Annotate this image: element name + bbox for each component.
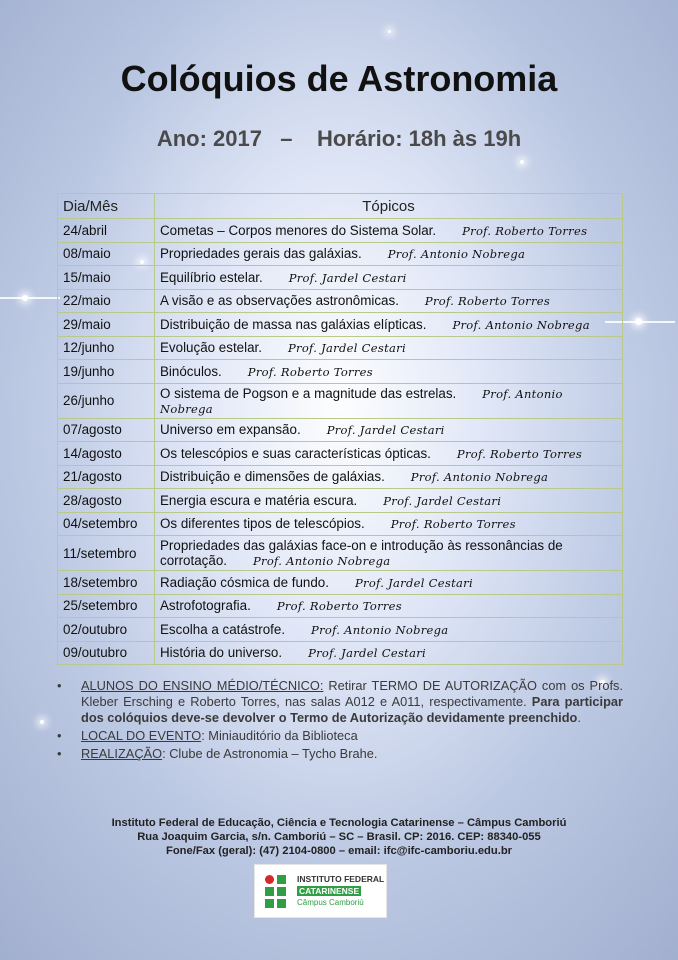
table-row — [58, 536, 623, 571]
note-text: : Clube de Astronomia – Tycho Brahe. — [162, 746, 378, 761]
row-date: 29/maio — [58, 313, 155, 337]
row-topic: Astrofotografia. — [160, 598, 251, 614]
row-date: 04/setembro — [58, 512, 155, 536]
row-date: 08/maio — [58, 242, 155, 266]
row-topic-cell — [155, 360, 623, 384]
row-professor: Prof. Roberto Torres — [247, 364, 373, 379]
schedule-body — [58, 219, 623, 665]
row-professor: Prof. Roberto Torres — [424, 294, 551, 309]
table-row — [58, 571, 623, 595]
note-item — [57, 728, 623, 744]
row-topic-cell — [155, 219, 623, 243]
table-row — [58, 336, 623, 360]
row-date: 19/junho — [58, 360, 155, 384]
row-professor: Prof. Antonio Nobrega — [410, 470, 549, 485]
note-end: . — [577, 710, 581, 725]
row-topic-cell — [155, 489, 623, 513]
note-label: LOCAL DO EVENTO — [81, 728, 202, 743]
row-topic-cell — [155, 313, 623, 337]
row-topic: O sistema de Pogson e a magnitude das estrelas. — [160, 385, 457, 401]
row-topic-cell — [155, 465, 623, 489]
star-flare — [0, 297, 60, 299]
row-professor: Prof. Jardel Cestari — [383, 493, 502, 508]
table-row — [58, 289, 623, 313]
star-decoration — [388, 30, 391, 33]
table-row — [58, 313, 623, 337]
row-topic: A visão e as observações astronômicas. — [160, 293, 399, 309]
table-row — [58, 641, 623, 665]
row-topic: Cometas – Corpos menores do Sistema Solar. — [160, 222, 437, 238]
schedule-table — [57, 193, 623, 665]
bullet-icon: • — [57, 746, 62, 761]
table-row — [58, 383, 623, 418]
star-decoration — [520, 160, 524, 164]
row-date: 25/setembro — [58, 594, 155, 618]
row-topic-cell — [155, 512, 623, 536]
row-topic: Radiação cósmica de fundo. — [160, 574, 329, 590]
bullet-icon: • — [57, 678, 62, 693]
logo-text-line2: CATARINENSE — [299, 886, 360, 896]
row-topic-cell — [155, 242, 623, 266]
row-topic: Evolução estelar. — [160, 340, 262, 356]
row-topic: História do universo. — [160, 645, 283, 661]
row-date: 15/maio — [58, 266, 155, 290]
row-professor: Prof. Antonio Nobrega — [311, 622, 449, 637]
row-topic: Distribuição de massa nas galáxias elípticas. — [160, 316, 427, 332]
note-text: Retirar TERMO DE AUTORIZAÇÃO com os Profs. Kleber Ersching e Roberto Torres, nas salas A012 e A011, respectivamente. — [81, 678, 623, 709]
row-topic-cell — [155, 383, 623, 418]
logo-green-square — [265, 899, 274, 908]
footer-institution: Instituto Federal de Educação, Ciência e Tecnologia Catarinense – Câmpus Camboriú — [111, 817, 567, 829]
note-text: : Miniauditório da Biblioteca — [201, 728, 358, 743]
logo-green-square — [277, 899, 286, 908]
row-date: 12/junho — [58, 336, 155, 360]
row-topic-cell — [155, 618, 623, 642]
footer-contact: Fone/Fax (geral): (47) 2104-0800 – email: ifc@ifc-camboriu.edu.br — [165, 845, 513, 857]
table-row — [58, 512, 623, 536]
row-date: 21/agosto — [58, 465, 155, 489]
note-item — [57, 746, 623, 762]
row-professor: Prof. Jardel Cestari — [354, 575, 473, 590]
row-topic-cell — [155, 289, 623, 313]
table-row — [58, 442, 623, 466]
table-row — [58, 594, 623, 618]
note-label: REALIZAÇÃO — [81, 746, 163, 761]
row-professor: Prof. Antonio Nobrega — [387, 247, 526, 262]
table-row — [58, 242, 623, 266]
row-topic: Propriedades gerais das galáxias. — [160, 246, 362, 262]
logo-red-square — [265, 875, 274, 884]
row-topic-cell — [155, 336, 623, 360]
row-professor: Prof. Jardel Cestari — [287, 341, 406, 356]
row-professor: Prof. Antonio Nobrega — [253, 554, 391, 568]
table-row — [58, 266, 623, 290]
page-subtitle: Ano: 2017 – Horário: 18h às 19h — [156, 126, 522, 151]
notes-list — [57, 678, 623, 764]
note-item — [57, 678, 623, 726]
table-header-row — [58, 194, 623, 219]
row-professor: Prof. Jardel Cestari — [326, 423, 445, 438]
row-professor: Prof. Roberto Torres — [462, 223, 588, 238]
row-professor: Prof. Jardel Cestari — [288, 270, 407, 285]
row-topic-cell — [155, 641, 623, 665]
logo-text-line3: Câmpus Camboriú — [297, 898, 364, 907]
row-date: 26/junho — [58, 383, 155, 418]
row-professor: Prof. Jardel Cestari — [308, 646, 427, 661]
row-topic-cell — [155, 536, 623, 571]
row-topic: Propriedades das galáxias face-on e introdução às ressonâncias de corrotação. — [160, 538, 563, 568]
table-row — [58, 418, 623, 442]
row-topic: Escolha a catástrofe. — [160, 621, 286, 637]
row-topic: Binóculos. — [160, 363, 222, 379]
row-topic-cell — [155, 418, 623, 442]
row-professor: Prof. Roberto Torres — [390, 517, 516, 532]
row-professor: Prof. Roberto Torres — [456, 446, 583, 461]
table-row — [58, 465, 623, 489]
row-date: 24/abril — [58, 219, 155, 243]
row-topic: Os diferentes tipos de telescópios. — [160, 516, 365, 532]
row-topic: Energia escura e matéria escura. — [160, 492, 358, 508]
row-professor: Prof. Antonio Nobrega — [160, 386, 563, 416]
institution-logo — [254, 864, 387, 918]
logo-green-square — [277, 875, 286, 884]
row-date: 18/setembro — [58, 571, 155, 595]
row-date: 02/outubro — [58, 618, 155, 642]
row-topic: Universo em expansão. — [160, 422, 301, 438]
row-topic: Distribuição e dimensões de galáxias. — [160, 469, 385, 485]
table-row — [58, 618, 623, 642]
header-topics: Tópicos — [155, 194, 623, 219]
row-professor: Prof. Roberto Torres — [276, 599, 402, 614]
table-row — [58, 219, 623, 243]
table-row — [58, 489, 623, 513]
bullet-icon: • — [57, 728, 62, 743]
star-decoration — [40, 720, 44, 724]
row-topic-cell — [155, 571, 623, 595]
footer — [0, 816, 678, 858]
header-date: Dia/Mês — [58, 194, 155, 219]
row-date: 22/maio — [58, 289, 155, 313]
row-topic-cell — [155, 594, 623, 618]
row-date: 28/agosto — [58, 489, 155, 513]
row-date: 14/agosto — [58, 442, 155, 466]
note-label: ALUNOS DO ENSINO MÉDIO/TÉCNICO: — [81, 678, 324, 693]
logo-green-square — [265, 887, 274, 896]
page-title: Colóquios de Astronomia — [120, 58, 558, 99]
logo-text-line1: INSTITUTO FEDERAL — [297, 874, 385, 884]
footer-address: Rua Joaquim Garcia, s/n. Camboriú – SC – Brasil. CP: 2016. CEP: 88340-055 — [137, 831, 541, 843]
row-topic-cell — [155, 442, 623, 466]
row-professor: Prof. Antonio Nobrega — [452, 317, 590, 332]
row-date: 09/outubro — [58, 641, 155, 665]
table-row — [58, 360, 623, 384]
note-bold-text: Para participar dos colóquios deve-se devolver o Termo de Autorização devidamente preenchido — [81, 694, 623, 725]
row-topic-cell — [155, 266, 623, 290]
logo-green-square — [277, 887, 286, 896]
row-topic: Os telescópios e suas características ópticas. — [160, 445, 431, 461]
row-topic: Equilíbrio estelar. — [160, 269, 263, 285]
row-date: 11/setembro — [58, 536, 155, 571]
row-date: 07/agosto — [58, 418, 155, 442]
